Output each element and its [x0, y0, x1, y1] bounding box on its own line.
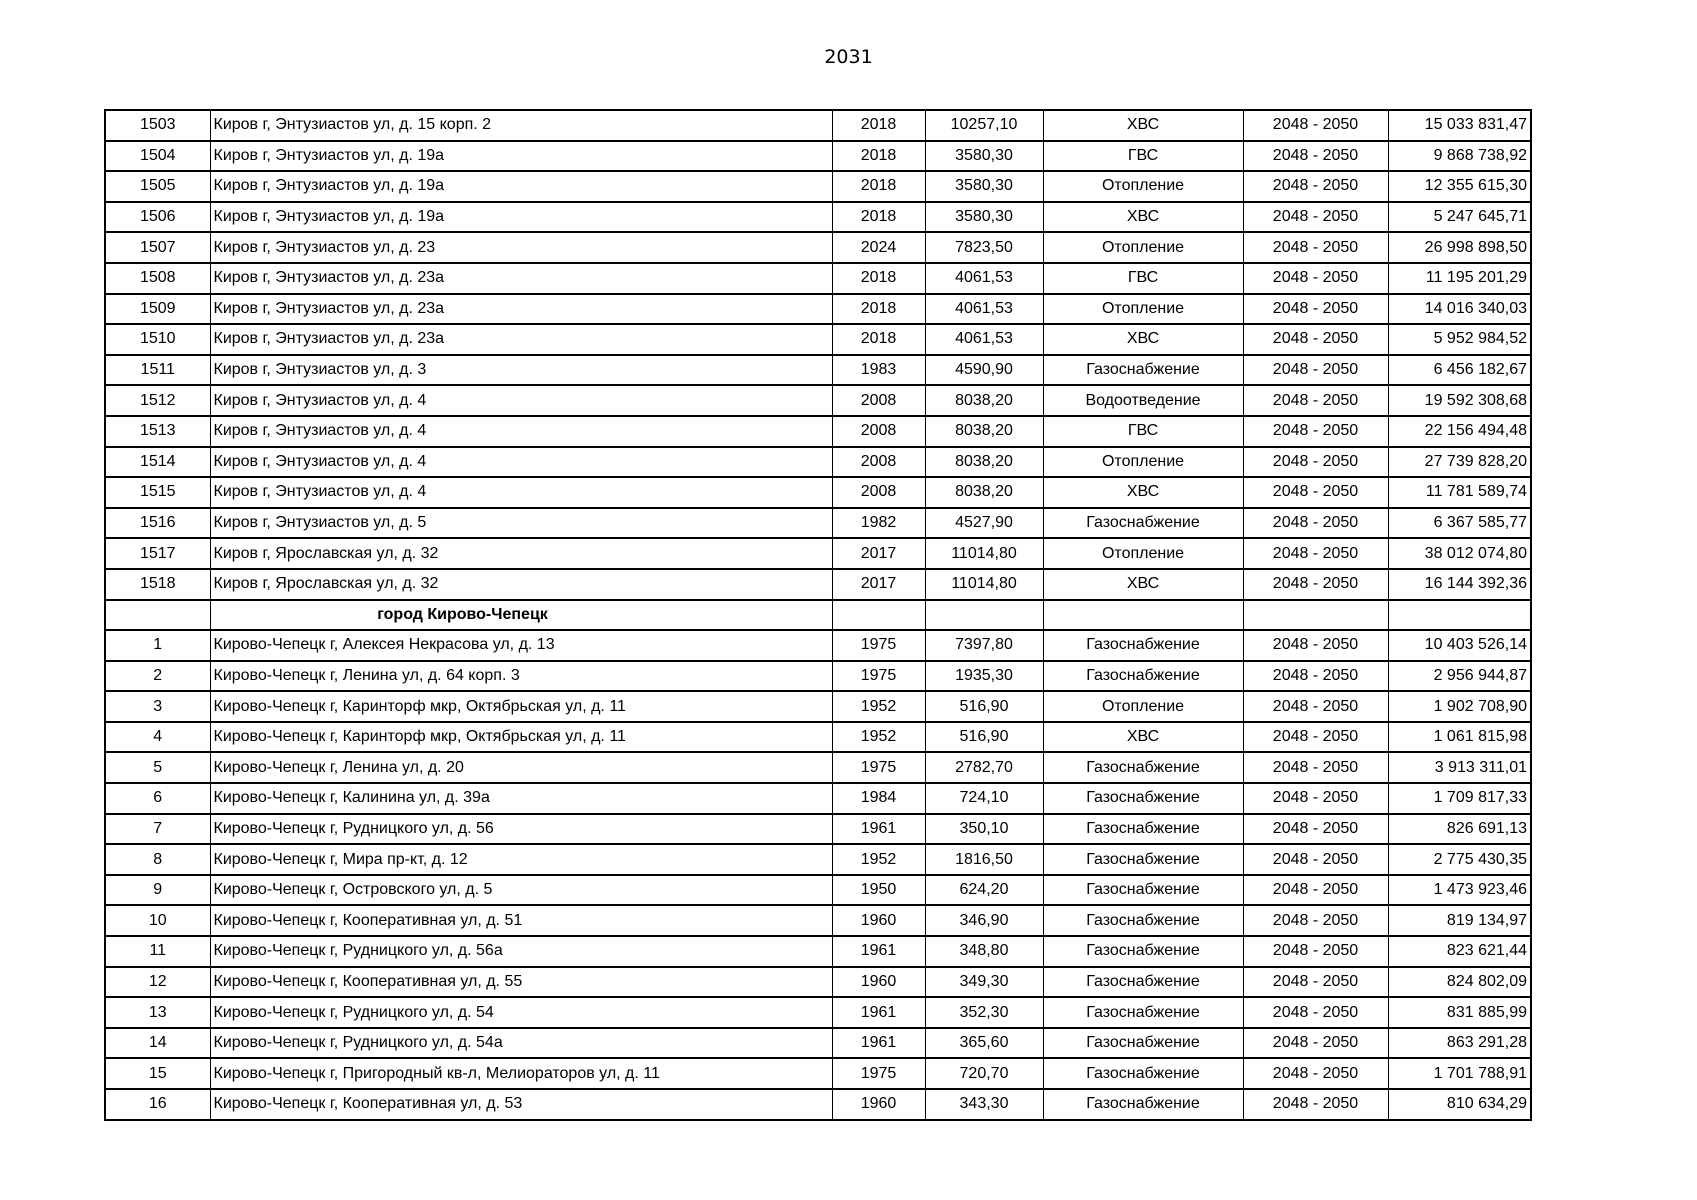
- year-cell: 1961: [832, 936, 925, 967]
- period-cell: 2048 - 2050: [1243, 202, 1388, 233]
- year-cell: 1961: [832, 814, 925, 845]
- address-cell: Киров г, Энтузиастов ул, д. 4: [210, 416, 832, 447]
- area-cell: 4061,53: [925, 263, 1043, 294]
- table-row: [105, 508, 1531, 539]
- cost-cell: 6 367 585,77: [1388, 508, 1531, 539]
- address-cell: Кирово-Чепецк г, Кооперативная ул, д. 55: [210, 967, 832, 998]
- address-cell: Киров г, Энтузиастов ул, д. 19а: [210, 171, 832, 202]
- registry-table: [104, 109, 1532, 1121]
- cost-cell: 1 473 923,46: [1388, 875, 1531, 906]
- table-row: [105, 232, 1531, 263]
- area-cell: 7823,50: [925, 232, 1043, 263]
- row-number: 5: [105, 752, 210, 783]
- work-type-cell: Газоснабжение: [1043, 661, 1243, 692]
- work-type-cell: ГВС: [1043, 416, 1243, 447]
- work-type-cell: ХВС: [1043, 569, 1243, 600]
- work-type-cell: Газоснабжение: [1043, 355, 1243, 386]
- cost-cell: 5 952 984,52: [1388, 324, 1531, 355]
- cost-cell: 19 592 308,68: [1388, 385, 1531, 416]
- period-cell: 2048 - 2050: [1243, 355, 1388, 386]
- period-cell: 2048 - 2050: [1243, 569, 1388, 600]
- cost-cell: 14 016 340,03: [1388, 294, 1531, 325]
- page-number: 2031: [824, 46, 873, 68]
- table-row: [105, 416, 1531, 447]
- work-type-cell: ХВС: [1043, 722, 1243, 753]
- year-cell: 2008: [832, 385, 925, 416]
- row-number: 1511: [105, 355, 210, 386]
- period-cell: 2048 - 2050: [1243, 844, 1388, 875]
- cost-cell: 16 144 392,36: [1388, 569, 1531, 600]
- area-cell: 8038,20: [925, 477, 1043, 508]
- empty-cell: [832, 600, 925, 631]
- area-cell: 8038,20: [925, 416, 1043, 447]
- cost-cell: 11 195 201,29: [1388, 263, 1531, 294]
- work-type-cell: ХВС: [1043, 202, 1243, 233]
- year-cell: 2018: [832, 324, 925, 355]
- table-row: [105, 1028, 1531, 1059]
- period-cell: 2048 - 2050: [1243, 630, 1388, 661]
- cost-cell: 810 634,29: [1388, 1089, 1531, 1120]
- area-cell: 516,90: [925, 722, 1043, 753]
- work-type-cell: Газоснабжение: [1043, 936, 1243, 967]
- address-cell: Киров г, Энтузиастов ул, д. 23а: [210, 324, 832, 355]
- cost-cell: 27 739 828,20: [1388, 447, 1531, 478]
- address-cell: Кирово-Чепецк г, Каринторф мкр, Октябрьская ул, д. 11: [210, 722, 832, 753]
- cost-cell: 824 802,09: [1388, 967, 1531, 998]
- work-type-cell: Газоснабжение: [1043, 997, 1243, 1028]
- year-cell: 1952: [832, 691, 925, 722]
- period-cell: 2048 - 2050: [1243, 110, 1388, 141]
- area-cell: 346,90: [925, 905, 1043, 936]
- period-cell: 2048 - 2050: [1243, 936, 1388, 967]
- year-cell: 1960: [832, 967, 925, 998]
- address-cell: Кирово-Чепецк г, Калинина ул, д. 39а: [210, 783, 832, 814]
- address-cell: Киров г, Энтузиастов ул, д. 15 корп. 2: [210, 110, 832, 141]
- row-number: 1507: [105, 232, 210, 263]
- row-number: 7: [105, 814, 210, 845]
- cost-cell: 2 956 944,87: [1388, 661, 1531, 692]
- year-cell: 1975: [832, 1058, 925, 1089]
- row-number: 6: [105, 783, 210, 814]
- cost-cell: 10 403 526,14: [1388, 630, 1531, 661]
- cost-cell: 26 998 898,50: [1388, 232, 1531, 263]
- address-cell: Киров г, Энтузиастов ул, д. 23а: [210, 263, 832, 294]
- work-type-cell: Газоснабжение: [1043, 1058, 1243, 1089]
- cost-cell: 3 913 311,01: [1388, 752, 1531, 783]
- cost-cell: 38 012 074,80: [1388, 538, 1531, 569]
- area-cell: 7397,80: [925, 630, 1043, 661]
- address-cell: Кирово-Чепецк г, Ленина ул, д. 20: [210, 752, 832, 783]
- row-number: 11: [105, 936, 210, 967]
- work-type-cell: Отопление: [1043, 538, 1243, 569]
- area-cell: 4590,90: [925, 355, 1043, 386]
- cost-cell: 22 156 494,48: [1388, 416, 1531, 447]
- year-cell: 1983: [832, 355, 925, 386]
- period-cell: 2048 - 2050: [1243, 997, 1388, 1028]
- period-cell: 2048 - 2050: [1243, 385, 1388, 416]
- address-cell: Киров г, Энтузиастов ул, д. 19а: [210, 202, 832, 233]
- period-cell: 2048 - 2050: [1243, 477, 1388, 508]
- row-number: 8: [105, 844, 210, 875]
- address-cell: Киров г, Энтузиастов ул, д. 4: [210, 385, 832, 416]
- area-cell: 1935,30: [925, 661, 1043, 692]
- empty-cell: [105, 600, 210, 631]
- row-number: 1516: [105, 508, 210, 539]
- area-cell: 720,70: [925, 1058, 1043, 1089]
- area-cell: 724,10: [925, 783, 1043, 814]
- work-type-cell: Водоотведение: [1043, 385, 1243, 416]
- row-number: 1509: [105, 294, 210, 325]
- year-cell: 1975: [832, 661, 925, 692]
- cost-cell: 2 775 430,35: [1388, 844, 1531, 875]
- cost-cell: 819 134,97: [1388, 905, 1531, 936]
- table-row: [105, 997, 1531, 1028]
- row-number: 1504: [105, 141, 210, 172]
- year-cell: 2018: [832, 141, 925, 172]
- work-type-cell: Отопление: [1043, 171, 1243, 202]
- row-number: 1: [105, 630, 210, 661]
- area-cell: 8038,20: [925, 385, 1043, 416]
- period-cell: 2048 - 2050: [1243, 722, 1388, 753]
- table-row: [105, 538, 1531, 569]
- cost-cell: 1 902 708,90: [1388, 691, 1531, 722]
- work-type-cell: Отопление: [1043, 691, 1243, 722]
- cost-cell: 1 709 817,33: [1388, 783, 1531, 814]
- row-number: 2: [105, 661, 210, 692]
- empty-cell: [925, 600, 1043, 631]
- cost-cell: 863 291,28: [1388, 1028, 1531, 1059]
- row-number: 1510: [105, 324, 210, 355]
- row-number: 16: [105, 1089, 210, 1120]
- section-row: [105, 600, 1531, 631]
- area-cell: 349,30: [925, 967, 1043, 998]
- row-number: 12: [105, 967, 210, 998]
- table-row: [105, 202, 1531, 233]
- area-cell: 343,30: [925, 1089, 1043, 1120]
- table-row: [105, 171, 1531, 202]
- address-cell: Киров г, Энтузиастов ул, д. 4: [210, 477, 832, 508]
- empty-cell: [1043, 600, 1243, 631]
- work-type-cell: Газоснабжение: [1043, 844, 1243, 875]
- area-cell: 11014,80: [925, 538, 1043, 569]
- empty-cell: [1388, 600, 1531, 631]
- year-cell: 1961: [832, 997, 925, 1028]
- address-cell: Киров г, Энтузиастов ул, д. 5: [210, 508, 832, 539]
- work-type-cell: Газоснабжение: [1043, 967, 1243, 998]
- address-cell: Кирово-Чепецк г, Пригородный кв-л, Мелиораторов ул, д. 11: [210, 1058, 832, 1089]
- year-cell: 2008: [832, 477, 925, 508]
- year-cell: 2018: [832, 294, 925, 325]
- table-row: [105, 630, 1531, 661]
- year-cell: 1952: [832, 844, 925, 875]
- table-row: [105, 691, 1531, 722]
- area-cell: 2782,70: [925, 752, 1043, 783]
- work-type-cell: Газоснабжение: [1043, 508, 1243, 539]
- period-cell: 2048 - 2050: [1243, 324, 1388, 355]
- row-number: 1505: [105, 171, 210, 202]
- table-row: [105, 722, 1531, 753]
- cost-cell: 1 701 788,91: [1388, 1058, 1531, 1089]
- period-cell: 2048 - 2050: [1243, 1089, 1388, 1120]
- work-type-cell: ХВС: [1043, 477, 1243, 508]
- table-row: [105, 967, 1531, 998]
- table-row: [105, 263, 1531, 294]
- address-cell: Кирово-Чепецк г, Алексея Некрасова ул, д. 13: [210, 630, 832, 661]
- area-cell: 624,20: [925, 875, 1043, 906]
- work-type-cell: Газоснабжение: [1043, 1028, 1243, 1059]
- period-cell: 2048 - 2050: [1243, 752, 1388, 783]
- work-type-cell: Газоснабжение: [1043, 630, 1243, 661]
- period-cell: 2048 - 2050: [1243, 508, 1388, 539]
- cost-cell: 831 885,99: [1388, 997, 1531, 1028]
- work-type-cell: Газоснабжение: [1043, 875, 1243, 906]
- row-number: 10: [105, 905, 210, 936]
- work-type-cell: ХВС: [1043, 324, 1243, 355]
- year-cell: 2018: [832, 202, 925, 233]
- area-cell: 10257,10: [925, 110, 1043, 141]
- cost-cell: 826 691,13: [1388, 814, 1531, 845]
- period-cell: 2048 - 2050: [1243, 263, 1388, 294]
- cost-cell: 15 033 831,47: [1388, 110, 1531, 141]
- cost-cell: 11 781 589,74: [1388, 477, 1531, 508]
- cost-cell: 1 061 815,98: [1388, 722, 1531, 753]
- table-row: [105, 814, 1531, 845]
- table-row: [105, 1089, 1531, 1120]
- table-row: [105, 783, 1531, 814]
- area-cell: 348,80: [925, 936, 1043, 967]
- period-cell: 2048 - 2050: [1243, 1058, 1388, 1089]
- area-cell: 8038,20: [925, 447, 1043, 478]
- year-cell: 2008: [832, 447, 925, 478]
- year-cell: 2008: [832, 416, 925, 447]
- row-number: 14: [105, 1028, 210, 1059]
- period-cell: 2048 - 2050: [1243, 875, 1388, 906]
- cost-cell: 6 456 182,67: [1388, 355, 1531, 386]
- row-number: 1517: [105, 538, 210, 569]
- period-cell: 2048 - 2050: [1243, 783, 1388, 814]
- area-cell: 4527,90: [925, 508, 1043, 539]
- work-type-cell: Газоснабжение: [1043, 783, 1243, 814]
- row-number: 1503: [105, 110, 210, 141]
- cost-cell: 823 621,44: [1388, 936, 1531, 967]
- table-row: [105, 936, 1531, 967]
- address-cell: Киров г, Энтузиастов ул, д. 3: [210, 355, 832, 386]
- row-number: 13: [105, 997, 210, 1028]
- area-cell: 3580,30: [925, 141, 1043, 172]
- table-row: [105, 752, 1531, 783]
- row-number: 1518: [105, 569, 210, 600]
- period-cell: 2048 - 2050: [1243, 1028, 1388, 1059]
- year-cell: 1952: [832, 722, 925, 753]
- section-title: город Кирово-Чепецк: [210, 600, 832, 631]
- row-number: 1515: [105, 477, 210, 508]
- address-cell: Кирово-Чепецк г, Рудницкого ул, д. 54а: [210, 1028, 832, 1059]
- table-row: [105, 905, 1531, 936]
- empty-cell: [1243, 600, 1388, 631]
- table-row: [105, 324, 1531, 355]
- table-row: [105, 110, 1531, 141]
- year-cell: 2017: [832, 538, 925, 569]
- table-row: [105, 294, 1531, 325]
- work-type-cell: ХВС: [1043, 110, 1243, 141]
- area-cell: 4061,53: [925, 294, 1043, 325]
- year-cell: 2018: [832, 110, 925, 141]
- row-number: 1514: [105, 447, 210, 478]
- address-cell: Киров г, Энтузиастов ул, д. 4: [210, 447, 832, 478]
- row-number: 4: [105, 722, 210, 753]
- work-type-cell: ГВС: [1043, 263, 1243, 294]
- period-cell: 2048 - 2050: [1243, 538, 1388, 569]
- year-cell: 2018: [832, 171, 925, 202]
- year-cell: 1982: [832, 508, 925, 539]
- period-cell: 2048 - 2050: [1243, 232, 1388, 263]
- work-type-cell: ГВС: [1043, 141, 1243, 172]
- area-cell: 365,60: [925, 1028, 1043, 1059]
- area-cell: 352,30: [925, 997, 1043, 1028]
- cost-cell: 5 247 645,71: [1388, 202, 1531, 233]
- row-number: 1513: [105, 416, 210, 447]
- table-row: [105, 1058, 1531, 1089]
- period-cell: 2048 - 2050: [1243, 416, 1388, 447]
- area-cell: 1816,50: [925, 844, 1043, 875]
- period-cell: 2048 - 2050: [1243, 661, 1388, 692]
- year-cell: 2018: [832, 263, 925, 294]
- work-type-cell: Газоснабжение: [1043, 905, 1243, 936]
- year-cell: 1984: [832, 783, 925, 814]
- address-cell: Киров г, Энтузиастов ул, д. 23: [210, 232, 832, 263]
- table-body: [105, 110, 1531, 1120]
- cost-cell: 12 355 615,30: [1388, 171, 1531, 202]
- table-row: [105, 477, 1531, 508]
- area-cell: 3580,30: [925, 171, 1043, 202]
- period-cell: 2048 - 2050: [1243, 141, 1388, 172]
- year-cell: 2017: [832, 569, 925, 600]
- address-cell: Киров г, Ярославская ул, д. 32: [210, 538, 832, 569]
- row-number: 1506: [105, 202, 210, 233]
- period-cell: 2048 - 2050: [1243, 905, 1388, 936]
- address-cell: Кирово-Чепецк г, Каринторф мкр, Октябрьская ул, д. 11: [210, 691, 832, 722]
- work-type-cell: Отопление: [1043, 294, 1243, 325]
- table-row: [105, 447, 1531, 478]
- address-cell: Кирово-Чепецк г, Ленина ул, д. 64 корп. 3: [210, 661, 832, 692]
- row-number: 3: [105, 691, 210, 722]
- area-cell: 4061,53: [925, 324, 1043, 355]
- year-cell: 1960: [832, 1089, 925, 1120]
- area-cell: 3580,30: [925, 202, 1043, 233]
- period-cell: 2048 - 2050: [1243, 171, 1388, 202]
- cost-cell: 9 868 738,92: [1388, 141, 1531, 172]
- area-cell: 516,90: [925, 691, 1043, 722]
- year-cell: 1961: [832, 1028, 925, 1059]
- period-cell: 2048 - 2050: [1243, 814, 1388, 845]
- table-row: [105, 844, 1531, 875]
- work-type-cell: Отопление: [1043, 447, 1243, 478]
- work-type-cell: Газоснабжение: [1043, 1089, 1243, 1120]
- work-type-cell: Газоснабжение: [1043, 752, 1243, 783]
- period-cell: 2048 - 2050: [1243, 447, 1388, 478]
- row-number: 1508: [105, 263, 210, 294]
- year-cell: 1975: [832, 630, 925, 661]
- table-row: [105, 355, 1531, 386]
- area-cell: 350,10: [925, 814, 1043, 845]
- address-cell: Кирово-Чепецк г, Мира пр-кт, д. 12: [210, 844, 832, 875]
- table-row: [105, 661, 1531, 692]
- address-cell: Кирово-Чепецк г, Рудницкого ул, д. 54: [210, 997, 832, 1028]
- year-cell: 1950: [832, 875, 925, 906]
- address-cell: Киров г, Ярославская ул, д. 32: [210, 569, 832, 600]
- year-cell: 1975: [832, 752, 925, 783]
- address-cell: Кирово-Чепецк г, Рудницкого ул, д. 56: [210, 814, 832, 845]
- address-cell: Кирово-Чепецк г, Кооперативная ул, д. 53: [210, 1089, 832, 1120]
- year-cell: 2024: [832, 232, 925, 263]
- table-row: [105, 569, 1531, 600]
- address-cell: Киров г, Энтузиастов ул, д. 23а: [210, 294, 832, 325]
- address-cell: Кирово-Чепецк г, Островского ул, д. 5: [210, 875, 832, 906]
- address-cell: Киров г, Энтузиастов ул, д. 19а: [210, 141, 832, 172]
- row-number: 1512: [105, 385, 210, 416]
- row-number: 9: [105, 875, 210, 906]
- year-cell: 1960: [832, 905, 925, 936]
- table-row: [105, 141, 1531, 172]
- period-cell: 2048 - 2050: [1243, 967, 1388, 998]
- table-row: [105, 875, 1531, 906]
- period-cell: 2048 - 2050: [1243, 691, 1388, 722]
- table-row: [105, 385, 1531, 416]
- address-cell: Кирово-Чепецк г, Рудницкого ул, д. 56а: [210, 936, 832, 967]
- work-type-cell: Газоснабжение: [1043, 814, 1243, 845]
- period-cell: 2048 - 2050: [1243, 294, 1388, 325]
- area-cell: 11014,80: [925, 569, 1043, 600]
- work-type-cell: Отопление: [1043, 232, 1243, 263]
- row-number: 15: [105, 1058, 210, 1089]
- address-cell: Кирово-Чепецк г, Кооперативная ул, д. 51: [210, 905, 832, 936]
